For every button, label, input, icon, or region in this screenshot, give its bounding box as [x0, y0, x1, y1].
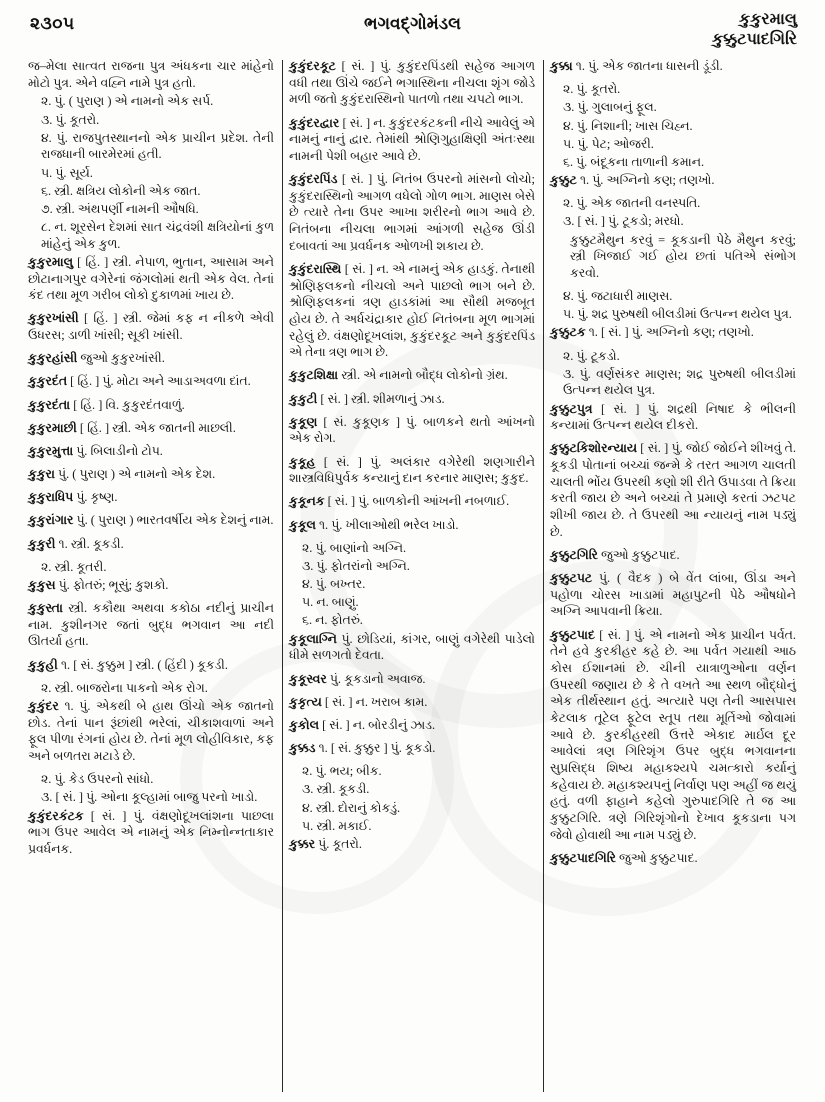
entry-sense: ૨. પું. કૂતરો. [563, 82, 621, 97]
entry-definition: [ સં. ] સ્ત્રી. શીમળાનું ઝાડ. [317, 391, 445, 406]
column-right [546, 58, 807, 1094]
entry-definition: [ હિં. ] સ્ત્રી. એક જાતની માછલી. [76, 420, 236, 435]
dictionary-entry [289, 631, 535, 664]
entry-headword: કુક્કુટ [550, 173, 577, 188]
entry-headword: કુકુરમાછી [28, 420, 77, 435]
running-head-last: કુક્કુટપાદગિરિ [711, 31, 797, 49]
dictionary-entry [550, 570, 796, 620]
dictionary-entry [28, 577, 274, 594]
entry-definition: [ સં. ] પું. નિતંબ ઉપરનો માંસનો લોચો; કુકુંદરાસ્થિનો આગળ વધેલો ગોળ ભાગ. માણસ બેસે છે ત્યારે તેના ઉપર આખા શરીરનો ભાગ આવે છે. નિતંબના નીચલા ભાગમાં આંગળી સહેજ ઊંડી દબાવતાં આ પ્રવર્ધનક ઓળખી શકાય છે. [289, 172, 535, 253]
entry-headword: કુકુંદર [28, 699, 59, 713]
entry-definition: જુઓ કુકુરખાંસી. [77, 351, 165, 366]
entry-sense: ૫. ન. બાણું. [302, 595, 359, 610]
entry-headword: કુક્કુટપટ [550, 571, 593, 586]
entry-headword: કુક્કુટપાદ [550, 627, 595, 642]
dictionary-entry [289, 367, 535, 384]
book-title: ભગવદ્ગોમંડલ [364, 14, 461, 33]
entry-definition: સ્ત્રી. એ નામનો બૌદ્ધ લોકોનો ગ્રંથ. [338, 368, 508, 383]
dictionary-entry [550, 440, 796, 540]
entry-definition: [ હિં. ] વિ. કુકુરદંતવાળું. [70, 397, 185, 412]
dictionary-entry [289, 454, 535, 487]
entry-sense: ૪. પું. રાજપુતસ્થાનનો એક પ્રાચીન પ્રદેશ. તેની રાજધાની બારમેરમાં હતી. [41, 130, 274, 162]
entry-definition: પું. કૂતરો. [315, 836, 362, 851]
dictionary-entry [289, 261, 535, 361]
dictionary-entry [28, 512, 274, 529]
dictionary-entry [28, 536, 274, 553]
entry-definition: જુઓ કુક્કુટપાદ. [597, 547, 680, 562]
entry-headword: કુકુહી [28, 657, 58, 672]
dictionary-entry [289, 58, 535, 108]
entry-definition: પું. ( વૈદક ) બે વેંત લાંબા, ઊંડા અને પહોળા ચોરસ ખાડામાં મહાપુટની પેઠે ઔષધોને અગ્નિ આપવાની ક્રિયા. [550, 571, 796, 619]
dictionary-entry [28, 254, 274, 304]
entry-definition: પું. કૂકડાનો અવાજ. [326, 671, 426, 686]
dictionary-entry [289, 740, 535, 757]
column-middle [285, 58, 546, 1094]
dictionary-entry [550, 547, 796, 564]
entry-headword: કુકુરમુત્તા [28, 443, 74, 458]
page-header [0, 0, 825, 58]
dictionary-entry [289, 717, 535, 734]
entry-sense: ૪. પું. બખ્તર. [302, 577, 366, 592]
dictionary-entry [28, 420, 274, 437]
entry-definition: [ સં. ] પું. જોઈ જોઈને શીખવું તે. કૂકડી પોતાનાં બચ્ચાં જન્મે કે તરત આગળ ચાલતી ચાલતી ભોંય ઉપરથી કણો શી રીતે ઉપાડવા તે ક્રિયા કરતી જાય છે અને બચ્ચાં તે પ્રમાણે કરતાં ઝટપટ શીખી જાય છે. તે ઉપરથી આ ન્યાયનું નામ પડ્યું છે. [550, 441, 796, 539]
entry-sense: ૨. પું. ભય; બીક. [302, 764, 382, 779]
entry-headword: કુક્કુટગિરિ [550, 547, 598, 562]
entry-headword: કુકુરાંગાર [28, 513, 74, 528]
dictionary-entry [28, 698, 274, 765]
dictionary-entry [28, 443, 274, 460]
entry-sense: ૨. પું. બાણાંનો અગ્નિ. [302, 540, 407, 555]
dictionary-entry [550, 324, 796, 341]
entry-headword: કુકૃત્ય [289, 694, 322, 709]
dictionary-entry [289, 694, 535, 711]
entry-sense: ૨. પું. એક જાતની વનસ્પતિ. [563, 196, 701, 211]
entry-headword: કુકૂલાગ્નિ [289, 631, 337, 646]
entry-headword: કુકુસ્તા [28, 601, 63, 616]
entry-sense: ૬. ન. ફોતરું. [302, 613, 363, 628]
entry-headword: કુકુંદરપિંડ [289, 172, 338, 187]
entry-sense: ૨. સ્ત્રી. કૂતરી. [41, 559, 107, 574]
entry-sense: ૨. પું. ટૂકડો. [563, 348, 620, 363]
entry-headword: કુકૂહ [289, 454, 316, 469]
entry-headword: કુક્કર [289, 836, 316, 851]
dictionary-entry [289, 414, 535, 447]
entry-definition: પું. ફોતરું; ભૂસું; કુશકો. [55, 577, 169, 592]
entry-sense: ૩. [ સં. ] પું. ઓના કૂલ્હામાં બાજુ પરનો ખાડો. [41, 790, 258, 805]
entry-sense: ૩. પું. કૂતરો. [41, 112, 100, 127]
entry-sense: ૪. સ્ત્રી. દોરાનું કોકડું. [302, 800, 401, 815]
entry-definition: [ હિં. ] પું. મોટા અને આડાઅવળા દાંત. [67, 374, 251, 389]
entry-sense: ૩. પું. વર્ણસંકર માણસ; શદ્ર પુરુષથી બીલડીમાં ઉત્પન્ન થયેલ પુત્ર. [563, 366, 796, 398]
entry-idiom-note: કુક્કુટમૈથુન કરવું = કૂકડાની પેઠે મૈથુન કરવું; સ્ત્રી ખિજાઈ ગઈ હોય છતાં પતિએ સંભોગ કરવો. [570, 232, 796, 280]
dictionary-entry [289, 115, 535, 165]
entry-headword: કુકૂનક [289, 494, 325, 509]
entry-sense: ૨. સ્ત્રી. બાજરોના પાકનો એક રોગ. [41, 680, 208, 695]
dictionary-entry [28, 657, 274, 674]
entry-definition: ૧. [ સં. કુક્કુમ ] સ્ત્રી. ( હિંદી ) કૂકડી. [57, 657, 228, 672]
entry-definition: [ સં. કુકૂણક ] પું. બાળકને થતો આંખનો એક રોગ. [289, 414, 535, 446]
entry-definition: પું. કૃષ્ણ. [73, 490, 118, 505]
dictionary-entry [550, 401, 796, 434]
entry-sense: ૨. પું. કેડ ઉપરનો સાંધો. [41, 772, 154, 787]
dictionary-entry [28, 489, 274, 506]
entry-definition: ૧. પું. ખીલાઓથી ભરેલ ખાડો. [315, 517, 459, 532]
dictionary-entry [28, 373, 274, 390]
entry-definition: ૧. પું. એકથી બે હાથ ઊંચો એક જાતનો છોડ. તેનાં પાન રૂંછાંથી ભરેલાં, ચીકાશવાળાં અને ફૂલ પીળા રંગનાં હોય છે. તેનાં મૂળ લોહીવિકાર, કફ અને બળતરા મટાડે છે. [28, 699, 274, 764]
dictionary-entry [289, 517, 535, 534]
entry-sense: ૪. પું. જટાધારી માણસ. [563, 289, 673, 304]
dictionary-entry [28, 600, 274, 650]
entry-headword: કુકૂલ [289, 517, 316, 532]
dictionary-entry [289, 391, 535, 408]
entry-definition: [ હિં. ] સ્ત્રી. જેમાં કફ ન નીકળે એવી ઉધરસ; ડાળી ખાંસી; સૂકી ખાંસી. [28, 311, 274, 343]
entry-headword: કુકુરદંતા [28, 397, 71, 412]
entry-headword: કુકુંદરદ્વાર [289, 115, 340, 130]
entry-sense: ૫. પું. સૂર્ય. [41, 165, 93, 180]
dictionary-entry [550, 172, 796, 189]
entry-definition: ૧. પું. અગ્નિનો કણ; તણખો. [576, 173, 715, 188]
entry-definition: [ સં. ] ન. બોરડીનું ઝાડ. [318, 717, 436, 732]
entry-sense: ૩. પું. ગુલાબનું ફૂલ. [563, 100, 657, 115]
entry-definition: [ હિં. ] સ્ત્રી. નેપાળ, ભુતાન, આસામ અને છોટાનાગપુર વગેરેનાં જંગલોમાં થતી એક વેલ. તેનાં કંદ તથા મૂળ ગરીબ લોકો દુકાળમાં ખાય છે. [28, 254, 274, 303]
dictionary-entry [289, 671, 535, 688]
entry-definition: ૧. [ સં. કુક્કુર ] પું. કૂકડો. [315, 741, 436, 756]
entry-headword: કુકૂણ [289, 414, 318, 429]
entry-headword: કુકુરખાંસી [28, 311, 79, 326]
entry-definition: [ સં. ] ન. કુકુંદરકંટકની નીચે આવેલું એ નામનું નાનું દ્વાર. તેમાંથી શ્રોણિગુહાક્ષિણી અંતઃસ્થા નામની પેશી બહાર આવે છે. [289, 115, 535, 163]
entry-definition: [ સં. ] ન. એ નામનું એક હાડકું. તેનાથી શ્રોણિફલકનો નીચલો અને પાછલો ભાગ બને છે. શ્રોણિફલકનાં ત્રણ હાડકાંમાં આ સૌથી મજબૂત હોય છે. તે અર્ધચંદ્રાકાર હોઈ નિતંબના મૂળ ભાગમાં રહેલું છે. વંક્ષણોદૂખલાંશ, કુકુંદરકૂટ અને કુકુંદરપિંડ એ તેના ત્રણ ભાગ છે. [289, 261, 535, 360]
entry-definition: પું. બિલાડીનો ટોપ. [73, 443, 163, 458]
entry-headword: કુકુસ [28, 577, 56, 592]
entry-sense: ૩. સ્ત્રી. કૂકડી. [302, 782, 370, 797]
dictionary-entry [28, 397, 274, 414]
entry-definition: [ સં. ] પું. કુકુંદરપિંડથી સહેજ આગળ વધી તથા ઊંચે જઈને ભગાસ્થિના નીચલા શૃંગ જોડે મળી જતો કુકુંદરાસ્થિનો પાતળો તથા ચપટો ભાગ. [289, 59, 535, 107]
entry-headword: કુકુંદરાસ્થિ [289, 261, 342, 276]
entry-headword: કુક્કુટક [550, 325, 586, 340]
entry-headword: કુકુટશિક્ષા [289, 368, 339, 383]
entry-headword: કુક્કુટકિશોરન્યાય [550, 441, 638, 456]
entry-definition: [ સં. ] પું. શદ્રથી નિષાદ કે ભીલની કન્યામાં ઉત્પન્ન થયેલ દીકરો. [550, 401, 796, 433]
entry-definition: પું. ( પુરાણ ) ભારતવર્ષીય એક દેશનું નામ. [73, 513, 274, 528]
entry-headword: કુક્કા [550, 59, 573, 73]
running-head-first: કુકુરમાલુ [738, 11, 797, 28]
dictionary-entry [550, 58, 796, 75]
entry-headword: કુકુરી [28, 536, 56, 551]
entry-sense: ૪. પું. નિશાની; ખાસ ચિહ્ન. [563, 118, 693, 133]
entry-definition: ૧. સ્ત્રી. કૂકડી. [55, 536, 124, 551]
entry-continuation: જ–મેલા સાત્વત રાજના પુત્ર અંધકના ચાર માંહેનો મોટો પુત્ર. એને વહ્નિ નામે પુત્ર હતો. [28, 59, 274, 90]
entry-definition: સ્ત્રી. કકૌથા અથવા કકોઠા નદીનું પ્રાચીન નામ. કુશીનગર જતાં બુદ્ધ ભગવાન આ નદી ઊતર્યા હતા. [28, 601, 274, 649]
entry-definition: [ સં. ] પું. એ નામનો એક પ્રાચીન પર્વત. તેને હવે કુરકીહર કહે છે. આ પર્વત ગયાથી આઠ કોસ ઈશાનમાં છે. ચીની યાત્રાળુઓના વર્ણન ઉપરથી જણાય છે કે તે વખતે આ સ્થળ બૌદ્ધોનું એક તીર્થસ્થાન હતું. અત્યારે પણ તેની આસપાસ કેટલાક તૂટેલ ફૂટેલ સ્તૂપ તથા મૂર્તિઓ જોવામાં આવે છે. કુરકીહરથી ઉત્તરે એકાદ માર્ઇલ દૂર આવેલાં ત્રણ ગિરિશૃંગ ઉપર બુદ્ધ ભગવાનના સુપ્રસિદ્ધ શિષ્ય મહાકશ્યપે ચમત્કારો કર્યાનું કહેવાય છે. મહાકશ્યપનું નિર્વાણ પણ અહીં જ થયું હતું. વળી ફાહાને કહેલો ગુરુપાદગિરિ તે જ આ કુક્કુટગિરિ. ત્રણે ગિરિશૃંગોનો દેખાવ કૂકડાના પગ જેવો હોવાથી આ નામ પડ્યું છે. [550, 627, 796, 842]
entry-headword: કુકુરાધિપ [28, 490, 74, 505]
entry-definition: [ સં. ] ન. ખરાબ કામ. [321, 694, 428, 709]
entry-definition: પું. છોડિયાં, કાંગર, બાણું વગેરેથી પાડેલો ધીમે સળગતો દેવતા. [289, 631, 535, 663]
entry-headword: કુકુરદંત [28, 374, 68, 389]
entry-sense: ૬. સ્ત્રી. ક્ષત્રિય લોકોની એક જાત. [41, 183, 201, 198]
dictionary-entry [28, 466, 274, 483]
dictionary-entry [550, 627, 796, 844]
entry-sense: ૮. ન. શૂરસેન દેશમાં સાત ચંદ્રવંશી ક્ષત્રિયોનાં કુળ માંહેનું એક કુળ. [41, 220, 274, 251]
entry-headword: કુક્કુટપાદગિરિ [550, 850, 616, 865]
dictionary-entry [28, 350, 274, 367]
entry-headword: કુકોલ [289, 717, 319, 732]
entry-sense: ૭. સ્ત્રી. અંથપર્ણી નામની ઔષધિ. [41, 201, 199, 216]
dictionary-entry [550, 850, 796, 867]
entry-sense: ૫. પું. પેટ; ઓજરી. [563, 136, 654, 151]
entry-definition: પું. ( પુરાણ ) એ નામનો એક દેશ. [54, 467, 216, 482]
entry-headword: કુક્કુટપુત્ર [550, 401, 593, 416]
entry-definition: ૧. પું. એક જાતના ધાસની ડૂંડી. [572, 59, 723, 73]
running-heads [712, 10, 797, 51]
dictionary-entry [289, 836, 535, 853]
page-number: ૨૩૦૫ [30, 14, 75, 33]
dictionary-entry [28, 310, 274, 343]
entry-headword: કુકુંદરકંટક [28, 808, 84, 823]
entry-sense: ૫. પું. શદ્ર પુરુષથી બીલડીમાં ઉત્પન્ન થયેલ પુત્ર. [563, 307, 792, 322]
entry-headword: કુકુરા [28, 467, 55, 482]
column-left [24, 58, 285, 1094]
column-container [24, 58, 807, 1094]
entry-headword: કુકુંદરકૂટ [289, 59, 336, 73]
dictionary-entry [289, 493, 535, 510]
dictionary-entry [289, 171, 535, 254]
entry-sense: ૨. પું. ( પુરાણ ) એ નામનો એક સર્પ. [41, 94, 214, 109]
entry-headword: કુકુરહાંસી [28, 351, 78, 366]
entry-headword: કુકુટી [289, 391, 318, 406]
dictionary-entry [28, 808, 274, 858]
entry-definition: [ સં. ] પું. બાળકોની આંખની નબળાઈ. [324, 494, 510, 509]
entry-definition: [ સં. ] પું. વંક્ષણોદૂખલાંશના પાછલા ભાગ ઉપર આવેલ એ નામનું એક નિમ્નોન્નતાકાર પ્રવર્ધનક. [28, 808, 274, 856]
entry-sense: ૩. પું. ફોતરાંનો અગ્નિ. [302, 558, 410, 573]
entry-definition: ૧. [ સં. ] પું. અગ્નિનો કણ; તણખો. [585, 325, 754, 340]
entry-definition: [ સં. ] પું. અલંકાર વગેરેથી શણગારીને શાસ્ત્રવિધિપુર્વક કન્યાનું દાન કરનાર માણસ; કુકુદ. [289, 454, 535, 486]
entry-sense: ૫. સ્ત્રી. મકાઈ. [302, 818, 372, 833]
entry-sense: ૬. પું. બંદૂકના તાળાની કમાન. [563, 154, 705, 169]
entry-sense: ૩. [ સં. ] પું. ટૂકડો; મરધો. [563, 214, 684, 229]
entry-headword: કુકૂસ્વર [289, 671, 327, 686]
entry-headword: કુકુરમાલુ [28, 254, 74, 269]
entry-headword: કુક્કડ [289, 741, 316, 756]
entry-definition: જુઓ કુક્કુટપાદ. [615, 850, 698, 865]
